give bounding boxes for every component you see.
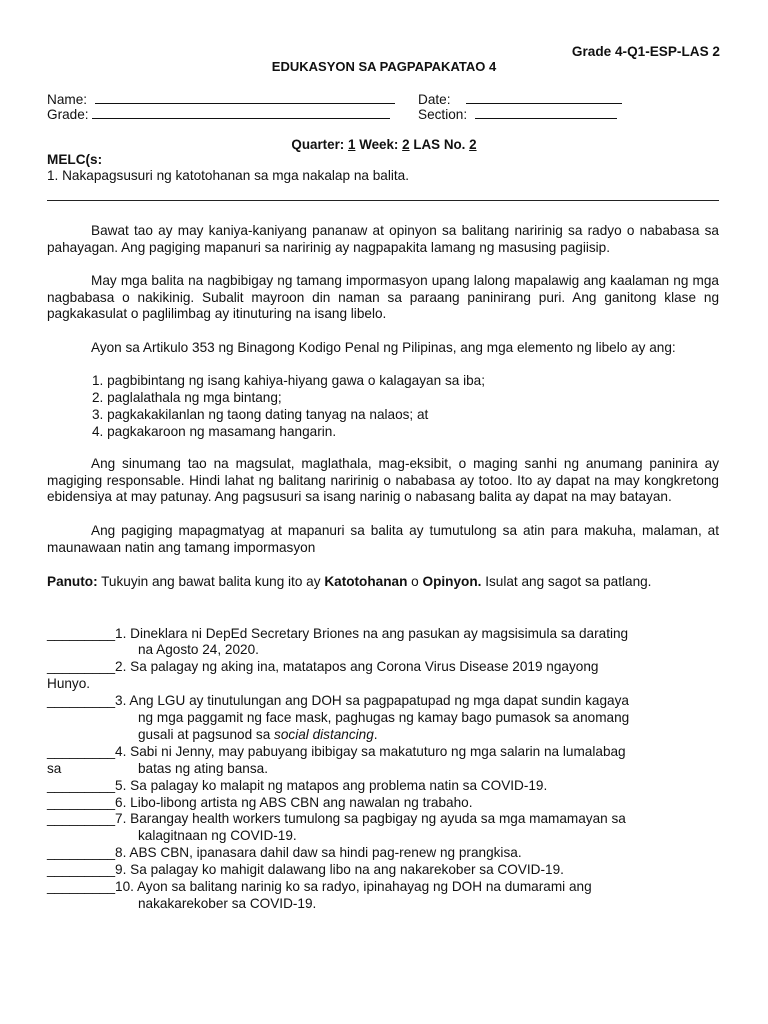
name-field[interactable] <box>47 91 395 107</box>
list-item: 1. pagbibintang ng isang kahiya-hiyang gawa o kalagayan sa iba; <box>92 373 485 388</box>
list-item: 4. pagkakaroon ng masamang hangarin. <box>92 424 337 439</box>
answer-item-3-cont2: gusali at pagsunod sa social distancing. <box>138 727 378 742</box>
paragraph-4: Ang sinumang tao na magsulat, maglathala, mag-eksibit, o maging sanhi ng anumang paninira ay magiging responsable. Hindi lahat ng balitang naririnig o nababasa ay totoo. Ito ay dapat na may kongkretong ebidensiya at may patunay. Ang pagsusuri sa isang narinig o nabasang balita ay dapat na may batayan. <box>47 456 719 505</box>
answer-item-10-cont: nakakarekober sa COVID-19. <box>138 896 317 911</box>
answer-item-4[interactable]: _________4. Sabi ni Jenny, may pabuyang ibibigay sa makatuturo ng mga salarin na lumalabag <box>47 744 626 759</box>
grade-label: Grade: <box>47 107 89 122</box>
paragraph-3: Ayon sa Artikulo 353 ng Binagong Kodigo Penal ng Pilipinas, ang mga elemento ng libelo ay ang: <box>91 340 676 355</box>
answer-item-6[interactable]: _________6. Libo-libong artista ng ABS CBN ang nawalan ng trabaho. <box>47 795 473 810</box>
answer-item-3-cont: ng mga paggamit ng face mask, paghugas ng kamay bago pumasok sa anomang <box>138 710 630 725</box>
grade-field[interactable] <box>47 106 390 122</box>
paragraph-1: Bawat tao ay may kaniya-kaniyang pananaw at opinyon sa balitang naririnig sa radyo o nababasa sa pahayagan. Ang pagiging mapanuri sa naririnig ay nagpapakita lamang ng masusing pagiisip. <box>47 223 719 255</box>
answer-item-4-sa: sa <box>47 761 62 776</box>
answer-item-5[interactable]: _________5. Sa palagay ko malapit ng matapos ang problema natin sa COVID-19. <box>47 778 548 793</box>
page-title: EDUKASYON SA PAGPAPAKATAO 4 <box>271 59 497 74</box>
paragraph-2: May mga balita na nagbibigay ng tamang impormasyon upang lalong mapalawig ang kaalaman ng mga nagbabasa o nakikinig. Subalit mayroon din naman sa paraang paninirang puri. Ang ganitong klase ng pagkakasulat o paglilimbag ay itinuturing na isang libelo. <box>47 273 719 322</box>
answer-item-7[interactable]: _________7. Barangay health workers tumulong sa pagbigay ng ayuda sa mga mamamayan sa <box>47 811 626 826</box>
list-item: 2. paglalathala ng mga bintang; <box>92 390 282 405</box>
melc-label: MELC(s: <box>47 152 103 167</box>
quarter-week-line: Quarter: 1 Week: 2 LAS No. 2 <box>291 137 477 152</box>
answer-item-10[interactable]: _________10. Ayon sa balitang narinig ko sa radyo, ipinahayag ng DOH na dumarami ang <box>47 879 592 894</box>
melc-item: 1. Nakapagsusuri ng katotohanan sa mga nakalap na balita. <box>47 168 409 183</box>
answer-item-2-cont: Hunyo. <box>47 676 91 691</box>
section-field[interactable] <box>418 106 617 122</box>
answer-item-1[interactable]: _________1. Dineklara ni DepEd Secretary Briones na ang pasukan ay magsisimula sa darating <box>47 626 629 641</box>
answer-item-1-cont: na Agosto 24, 2020. <box>138 642 259 657</box>
answer-item-3[interactable]: _________3. Ang LGU ay tinutulungan ang DOH sa pagpapatupad ng mga dapat sundin kagaya <box>47 693 629 708</box>
list-item: 3. pagkakakilanlan ng taong dating tanyag na nalaos; at <box>92 407 429 422</box>
grade-line <box>92 106 390 119</box>
instructions: Panuto: Tukuyin ang bawat balita kung ito ay Katotohanan o Opinyon. Isulat ang sagot sa patlang. <box>47 574 652 589</box>
name-line <box>95 91 395 104</box>
date-label: Date: <box>418 92 451 107</box>
date-field[interactable] <box>418 91 622 107</box>
answer-item-2[interactable]: _________2. Sa palagay ng aking ina, matatapos ang Corona Virus Disease 2019 ngayong <box>47 659 599 674</box>
answer-item-8[interactable]: _________8. ABS CBN, ipanasara dahil daw sa hindi pag-renew ng prangkisa. <box>47 845 522 860</box>
paragraph-5: Ang pagiging mapagmatyag at mapanuri sa balita ay tumutulong sa atin para makuha, malaman, at maunawaan natin ang tamang impormasyon <box>47 523 719 555</box>
answer-item-4-cont: batas ng ating bansa. <box>138 761 268 776</box>
document-code: Grade 4-Q1-ESP-LAS 2 <box>571 44 720 59</box>
section-line <box>475 106 617 119</box>
section-label: Section: <box>418 107 468 122</box>
name-label: Name: <box>47 92 88 107</box>
answer-item-7-cont: kalagitnaan ng COVID-19. <box>138 828 297 843</box>
divider <box>47 200 719 201</box>
answer-item-9[interactable]: _________9. Sa palagay ko mahigit dalawang libo na ang nakarekober sa COVID-19. <box>47 862 564 877</box>
date-line <box>466 91 622 104</box>
